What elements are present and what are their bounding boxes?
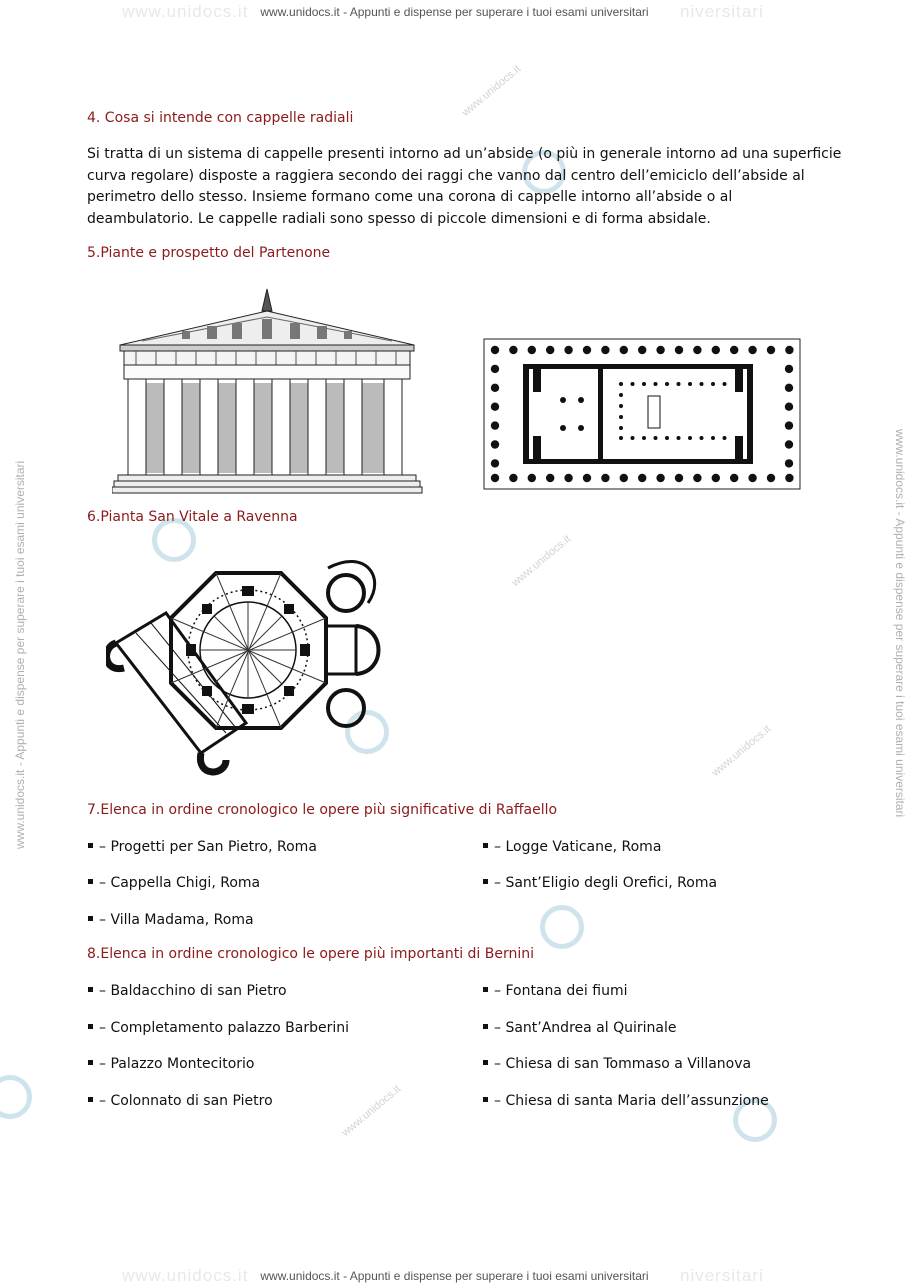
bullet-icon xyxy=(483,843,488,848)
section8-heading: 8.Elenca in ordine cronologico le opere più importanti di Bernini xyxy=(87,946,535,962)
plan-column xyxy=(688,436,692,440)
list-item xyxy=(483,1093,769,1109)
list-item xyxy=(483,839,661,855)
list-item-text: – Palazzo Montecitorio xyxy=(99,1056,255,1072)
plan-column xyxy=(711,382,715,386)
list-item xyxy=(483,983,627,999)
plan-column xyxy=(665,436,669,440)
paragraph-line: deambulatorio. Le cappelle radiali sono spesso di piccole dimensioni e di forma absidale. xyxy=(87,210,711,227)
plan-column xyxy=(619,436,623,440)
plan-column xyxy=(491,403,499,411)
plan-column xyxy=(767,474,775,482)
plan-column xyxy=(491,365,499,373)
paragraph-line: Si tratta di un sistema di cappelle presenti intorno ad un’abside (o più in generale intorno ad una superficie xyxy=(87,146,842,162)
plan-column xyxy=(642,382,646,386)
plan-column xyxy=(654,382,658,386)
section4-paragraph xyxy=(87,144,842,230)
plan-column xyxy=(665,382,669,386)
plan-column xyxy=(619,415,623,419)
watermark-diagonal: www.unidocs.it xyxy=(459,63,524,119)
list-item xyxy=(88,839,317,855)
plan-column xyxy=(491,474,499,482)
section6-heading: 6.Pianta San Vitale a Ravenna xyxy=(87,509,298,525)
paragraph-line: perimetro dello stesso. Insieme formano come una corona di cappelle intorno all’abside o al xyxy=(87,189,733,205)
plan-column xyxy=(748,346,756,354)
plan-column xyxy=(730,474,738,482)
plan-column xyxy=(730,346,738,354)
watermark-diagonal: www.unidocs.it xyxy=(709,723,774,779)
plan-column xyxy=(546,474,554,482)
watermark-ghost-bottom: www.unidocs.it xyxy=(122,1266,249,1285)
plan-column xyxy=(601,346,609,354)
plan-column xyxy=(620,346,628,354)
plan-column xyxy=(491,346,499,354)
plan-column xyxy=(785,403,793,411)
list-item-text: – Colonnato di san Pietro xyxy=(99,1093,273,1109)
watermark-ghost-top: www.unidocs.it xyxy=(122,2,249,21)
section4-heading: 4. Cosa si intende con cappelle radiali xyxy=(87,110,354,126)
list-item xyxy=(88,1056,255,1072)
list-item xyxy=(88,875,260,891)
section5-heading: 5.Piante e prospetto del Partenone xyxy=(87,245,331,261)
bullet-icon xyxy=(88,1097,93,1102)
section7-heading: 7.Elenca in ordine cronologico le opere più significative di Raffaello xyxy=(87,802,558,818)
parthenon-plan-image xyxy=(483,338,801,490)
san-vitale-plan-image xyxy=(106,538,396,778)
list-item xyxy=(483,1020,676,1036)
plan-column xyxy=(638,346,646,354)
plan-column xyxy=(509,346,517,354)
plan-column xyxy=(785,440,793,448)
plan-column xyxy=(654,436,658,440)
bullet-icon xyxy=(88,916,93,921)
list-item xyxy=(88,1020,349,1036)
plan-column xyxy=(785,459,793,467)
plan-column xyxy=(491,440,499,448)
list-item xyxy=(88,983,287,999)
plan-column xyxy=(528,474,536,482)
plan-column xyxy=(785,421,793,429)
watermark-ghost-bottom-right: niversitari xyxy=(680,1266,764,1285)
watermark-logo-icon xyxy=(0,1075,32,1119)
plan-column xyxy=(642,436,646,440)
paragraph-line: curva regolare) disposte a raggiera secondo dei raggi che vanno dal centro dell’emiciclo dell’abside al xyxy=(87,167,805,184)
list-item-text: – Progetti per San Pietro, Roma xyxy=(99,839,317,855)
plan-column xyxy=(700,436,704,440)
parthenon-elevation-image xyxy=(112,283,424,495)
plan-column xyxy=(546,346,554,354)
watermark-left: www.unidocs.it - Appunti e dispense per superare i tuoi esami universitari xyxy=(13,460,27,849)
bullet-icon xyxy=(483,1024,488,1029)
list-item-text: – Villa Madama, Roma xyxy=(99,912,254,928)
plan-column xyxy=(767,346,775,354)
plan-column xyxy=(631,382,635,386)
footer-watermark: www.unidocs.it - Appunti e dispense per superare i tuoi esami universitari xyxy=(260,1269,649,1283)
bullet-icon xyxy=(483,879,488,884)
plan-column xyxy=(785,474,793,482)
plan-column xyxy=(785,384,793,392)
plan-column xyxy=(583,346,591,354)
list-item-text: – Sant’Eligio degli Orefici, Roma xyxy=(494,875,718,891)
plan-column xyxy=(564,346,572,354)
plan-column xyxy=(619,426,623,430)
bullet-icon xyxy=(88,1060,93,1065)
list-item xyxy=(88,912,254,928)
bullet-icon xyxy=(88,879,93,884)
plan-column xyxy=(620,474,628,482)
plan-column xyxy=(785,346,793,354)
plan-column xyxy=(619,382,623,386)
list-item-text: – Baldacchino di san Pietro xyxy=(99,983,287,999)
plan-column xyxy=(656,474,664,482)
header-watermark: www.unidocs.it - Appunti e dispense per superare i tuoi esami universitari xyxy=(260,5,649,19)
watermark-right: www.unidocs.it - Appunti e dispense per superare i tuoi esami universitari xyxy=(893,429,907,818)
list-item-text: – Chiesa di san Tommaso a Villanova xyxy=(494,1056,752,1072)
plan-column xyxy=(700,382,704,386)
plan-column xyxy=(656,346,664,354)
plan-column xyxy=(712,474,720,482)
list-item-text: – Chiesa di santa Maria dell’assunzione xyxy=(494,1093,769,1109)
plan-column xyxy=(677,382,681,386)
plan-column xyxy=(693,474,701,482)
bullet-icon xyxy=(88,843,93,848)
list-item-text: – Cappella Chigi, Roma xyxy=(99,875,261,891)
watermark-ghost-top-right: niversitari xyxy=(680,2,764,21)
plan-column xyxy=(675,346,683,354)
list-item-text: – Logge Vaticane, Roma xyxy=(494,839,662,855)
plan-column xyxy=(723,382,727,386)
plan-column xyxy=(528,346,536,354)
plan-column xyxy=(491,459,499,467)
list-item xyxy=(483,875,717,891)
bullet-icon xyxy=(483,1097,488,1102)
bullet-icon xyxy=(483,987,488,992)
plan-column xyxy=(491,421,499,429)
plan-column xyxy=(785,365,793,373)
list-item xyxy=(483,1056,751,1072)
list-item-text: – Completamento palazzo Barberini xyxy=(99,1020,350,1036)
plan-column xyxy=(711,436,715,440)
plan-column xyxy=(688,382,692,386)
bullet-icon xyxy=(88,1024,93,1029)
watermark-logo-icon xyxy=(540,905,584,949)
watermark-diagonal: www.unidocs.it xyxy=(339,1083,404,1139)
plan-column xyxy=(677,436,681,440)
plan-column xyxy=(631,436,635,440)
plan-column xyxy=(491,384,499,392)
plan-column xyxy=(583,474,591,482)
list-item-text: – Fontana dei fiumi xyxy=(494,983,628,999)
plan-column xyxy=(601,474,609,482)
plan-column xyxy=(619,393,623,397)
plan-column xyxy=(638,474,646,482)
plan-column xyxy=(619,404,623,408)
plan-column xyxy=(723,436,727,440)
bullet-icon xyxy=(88,987,93,992)
plan-column xyxy=(564,474,572,482)
plan-column xyxy=(748,474,756,482)
list-item xyxy=(88,1093,273,1109)
list-item-text: – Sant’Andrea al Quirinale xyxy=(494,1020,677,1036)
bullet-icon xyxy=(483,1060,488,1065)
plan-column xyxy=(675,474,683,482)
watermark-diagonal: www.unidocs.it xyxy=(509,533,574,589)
plan-column xyxy=(712,346,720,354)
plan-column xyxy=(693,346,701,354)
plan-column xyxy=(509,474,517,482)
